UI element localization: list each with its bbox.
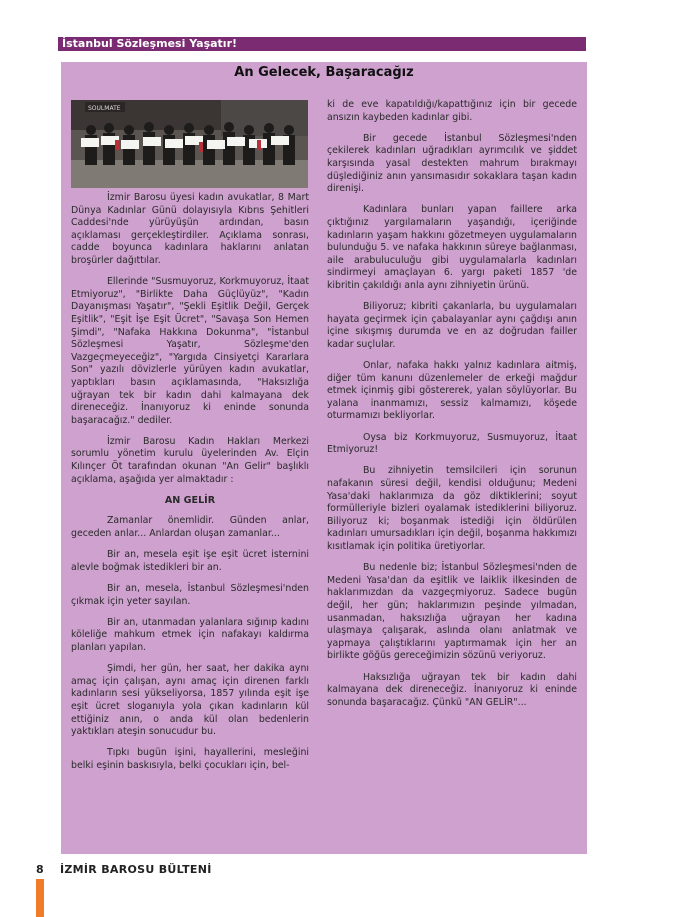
accent-strip [36, 879, 44, 917]
paragraph: Zamanlar önemlidir. Günden anlar, geceden anlar... Anlardan oluşan zamanlar... [71, 515, 309, 540]
article-title: An Gelecek, Başaracağız [234, 65, 414, 80]
section-title: İstanbul Sözleşmesi Yaşatır! [62, 37, 238, 50]
paragraph: Haksızlığa uğrayan tek bir kadın dahi kalmayana dek direneceğiz. İnanıyoruz ki eninde sonunda başaracağız. Çünkü "AN GELİR"... [327, 671, 577, 708]
paragraph: Bir an, mesela eşit işe eşit ücret isternini alevle boğmak istedikleri bir an. [71, 549, 309, 573]
paragraph: Bu nedenle biz; İstanbul Sözleşmesi'nden de Medeni Yasa'dan da eşitlik ve laiklik ilkesinden de haklarımızdan da vazgeçmiyoruz. Sadece bugün değil, her gün; haklarımızın peşinde yılmadan, usanmadan, haksızlığa uğrayan her kadına ulaşmaya çalışarak, aslında olanı anlatmak ve yapmaya çalıştıklarını yaptırmamak için her an birlikte göğüs gereceğimizin sözünü veriyoruz. [327, 562, 577, 662]
paragraph: Şimdi, her gün, her saat, her dakika aynı amaç için çalışan, aynı amaç için direnen farklı kadınların sesi yükseliyorsa, 1857 yılında eşit işe eşit ücret sloganıyla yola çıkan kadınların kül ettiğiniz anın, o anda kül olan bedenlerin yaktıkları ateşin sonucudur bu. [71, 663, 309, 738]
paragraph: Tıpkı bugün işini, hayallerini, mesleğini belki eşinin baskısıyla, belki çocukları için, bel- [71, 747, 309, 771]
paragraph: Ellerinde "Susmuyoruz, Korkmuyoruz, İtaat Etmiyoruz", "Birlikte Daha Güçlüyüz", "Kadın Dayanışması Yaşatır", "Şekli Eşitlik Değil, Gerçek Eşitlik", "Eşit İşe Eşit Ücret", "Savaşa Son Hemen Şimdi", "Nafaka Hakkına Dokunma", "İstanbul Sözleşmesi Yaşatır, Sözleşme'den Vazgeçmeyeceğiz", "Yargıda Cinsiyetçi Kararlara Son" yazılı dövizlerle yürüyen kadın avukatlar, yaptıkları basın açıklamasında, "Haksızlığa uğrayan tek bir kadın dahi kalmayana dek direneceğiz. İnanıyoruz ki eninde sonunda başaracağız." dediler. [71, 276, 309, 426]
photo-sign-text: SOULMATE [88, 105, 121, 112]
section-header-bar [58, 37, 586, 51]
page-number: 8 [36, 863, 44, 876]
article-right-column [327, 99, 577, 718]
paragraph: Onlar, nafaka hakkı yalnız kadınlara aitmiş, diğer tüm kanunı düzenlemeler de erkeği mağdur etmek içinmiş gibi göstererek, yalan söylüyorlar. Bu yalana inanmamızı, sessiz kalmamızı, köşede oturmamızı bekliyorlar. [327, 360, 577, 422]
paragraph: İzmir Barosu Kadın Hakları Merkezi sorumlu yönetim kurulu üyelerinden Av. Elçin Kılınçer Öt tarafından okunan "An Gelir" başlıklı açıklama, aşağıda yer almaktadır : [71, 435, 309, 485]
paragraph: Bu zihniyetin temsilcileri için sorunun nafakanın süresi değil, kendisi olduğunu; Medeni Yasa'daki haklarımıza da göz diktiklerini; soyut formülleriyle bizleri oyalamak istediklerini biliyoruz. Biliyoruz ki; boşanmak istediği için öldürülen kadınları umursadıkları için değil, boşanma hakkımızı kısıtlamak için politika üretiyorlar. [327, 465, 577, 552]
paragraph: Bir an, utanmadan yalanlara sığınıp kadını köleliğe mahkum etmek için nafakayı kaldırma planları yapılan. [71, 616, 309, 653]
paragraph: Kadınlara bunları yapan faillere arka çıktığınız yargılamaların yaşandığı, içeriğinde kadınların yaşam hakkını gözetmeyen uygulamaların bulunduğu 5. ve nafaka hakkının süreye bağlanması, aile arabuluculuğu gibi uygulamalarla kadınları sindirmeyi amaçlayan 6. yargı paketi 1857 'de kibritin çakıldığı anla aynı zihniyetin ürünü. [327, 204, 577, 291]
paragraph: Bir an, mesela, İstanbul Sözleşmesi'nden çıkmak için yeter sayılan. [71, 583, 309, 607]
paragraph: ki de eve kapatıldığı/kapattığınız için bir gecede ansızın kaybeden kadınlar gibi. [327, 99, 577, 123]
article-left-column [71, 192, 309, 781]
protest-photo [71, 100, 308, 188]
paragraph: Oysa biz Korkmuyoruz, Susmuyoruz, İtaat Etmiyoruz! [327, 431, 577, 456]
publication-title: İZMİR BAROSU BÜLTENİ [60, 863, 212, 876]
paragraph: İzmir Barosu üyesi kadın avukatlar, 8 Mart Dünya Kadınlar Günü dolayısıyla Kıbrıs Şehitleri Caddesi'nde yürüyüşün ardından, basın açıklaması gerçekleştirdiler. Açıklama sonrası, cadde boyunca kadınlara haklarını anlatan broşürler dağıttılar. [71, 192, 309, 266]
paragraph: Bir gecede İstanbul Sözleşmesi'nden çekilerek kadınları uğradıkları ayrımcılık ve şiddet karşısında yasal destekten mahrum bırakmayı düşlediğiniz anın yansımasıdır sokaklara taşan kadın direnişi. [327, 132, 577, 195]
subheading: AN GELİR [164, 494, 216, 506]
paragraph: Biliyoruz; kibriti çakanlarla, bu uygulamaları hayata geçirmek için çabalayanlar aynı çağdışı anın içine sıkışmış durumda ve en az doğrudan failler kadar suçlular. [327, 301, 577, 350]
